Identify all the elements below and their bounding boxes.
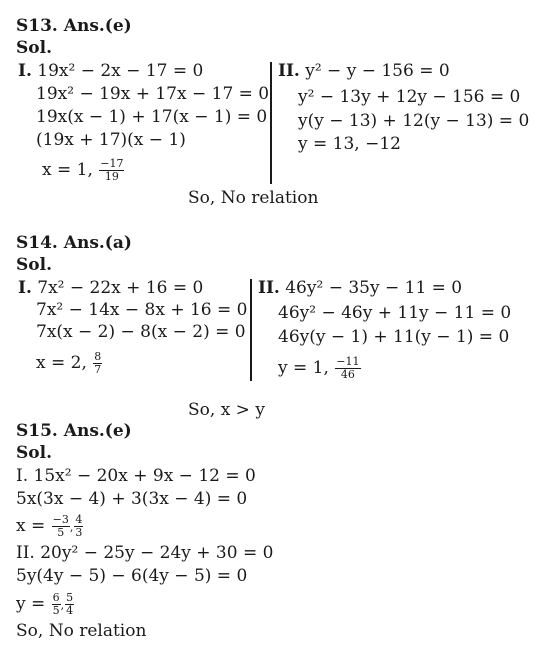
s14-eq2-step: 46y(y − 1) + 11(y − 1) = 0 [278, 327, 510, 347]
s14-x-fraction [93, 351, 102, 376]
s15-y-prefix: y = [16, 594, 46, 614]
s15-y-fraction [52, 592, 61, 617]
s15-y-fraction [65, 592, 74, 617]
s14-divider [250, 279, 252, 381]
s14-eq1-step: 7x² − 14x − 8x + 16 = 0 [36, 300, 248, 320]
s15-y-result: y = $\frac{6}{5}$ , $\frac{5}{4}$ [16, 591, 74, 617]
s13-eq2-step: y² − y − 156 = 0 [305, 61, 450, 81]
fraction-denominator: 5 [57, 526, 65, 539]
fraction-denominator: 5 [52, 604, 60, 617]
s15-eq2-step: 5y(4y − 5) − 6(4y − 5) = 0 [16, 566, 248, 586]
s15-eq1-step: I. 15x² − 20x + 9x − 12 = 0 [16, 466, 256, 486]
s14-x-prefix: x = 2, [36, 353, 87, 373]
s15-conclusion: So, No relation [16, 621, 147, 641]
fraction-numerator: −11 [336, 355, 360, 368]
s14-y-prefix: y = 1, [278, 358, 329, 378]
s14-y-fraction [335, 356, 360, 381]
s14-eq2-result [278, 356, 361, 381]
s13-eq1-step: 19x² − 2x − 17 = 0 [37, 61, 204, 81]
s13-eq2-label: II. [278, 61, 300, 81]
fraction-denominator: 3 [75, 526, 83, 539]
s14-eq1-line [18, 278, 203, 298]
s15-x-prefix: x = [16, 516, 46, 536]
s13-eq1-step: 19x² − 19x + 17x − 17 = 0 [36, 84, 270, 104]
s14-eq1-step: 7x(x − 2) − 8(x − 2) = 0 [36, 322, 246, 342]
s13-eq2-step: y(y − 13) + 12(y − 13) = 0 [298, 111, 530, 131]
s15-x-fraction [74, 514, 83, 539]
fraction-numerator: 4 [75, 513, 83, 526]
s15-heading: S15. Ans.(e) [16, 421, 132, 441]
s13-eq1-label: I. [18, 61, 32, 81]
fraction-numerator: −3 [52, 513, 69, 526]
s14-sol-label: Sol. [16, 255, 52, 275]
fraction-numerator: 5 [66, 591, 74, 604]
fraction-denominator: 4 [66, 604, 74, 617]
s13-divider [270, 62, 272, 184]
s13-x-prefix: x = 1, [42, 160, 93, 180]
s14-eq1-result [36, 351, 102, 376]
fraction-numerator: −17 [100, 157, 124, 170]
s14-heading: S14. Ans.(a) [16, 233, 132, 253]
s15-x-fraction [52, 514, 70, 539]
fraction-denominator: 7 [94, 363, 102, 376]
s13-x-fraction [99, 158, 124, 183]
fraction-denominator: 19 [104, 170, 119, 183]
s14-eq2-line [258, 278, 462, 298]
s13-eq1-result [42, 158, 124, 183]
s15-eq2-step: II. 20y² − 25y − 24y + 30 = 0 [16, 543, 274, 563]
s13-eq2-line [278, 61, 450, 81]
s15-sol-label: Sol. [16, 443, 52, 463]
s14-eq2-step: 46y² − 46y + 11y − 11 = 0 [278, 303, 512, 323]
s13-conclusion: So, No relation [188, 188, 319, 208]
s13-heading: S13. Ans.(e) [16, 16, 132, 36]
s14-eq2-label: II. [258, 278, 280, 298]
s14-conclusion: So, x > y [188, 400, 265, 420]
fraction-numerator: 8 [94, 350, 102, 363]
s15-eq1-step: 5x(3x − 4) + 3(3x − 4) = 0 [16, 489, 248, 509]
s14-eq1-step: 7x² − 22x + 16 = 0 [37, 278, 204, 298]
s13-eq2-step: y² − 13y + 12y − 156 = 0 [298, 87, 521, 107]
s13-eq1-line [18, 61, 203, 81]
fraction-numerator: 6 [52, 591, 60, 604]
s13-sol-label: Sol. [16, 38, 52, 58]
s14-eq1-label: I. [18, 278, 32, 298]
s13-eq1-step: (19x + 17)(x − 1) [36, 130, 186, 150]
s13-eq2-step: y = 13, −12 [298, 134, 401, 154]
fraction-denominator: 46 [340, 368, 355, 381]
s14-eq2-step: 46y² − 35y − 11 = 0 [285, 278, 463, 298]
s15-x-result: x = $\frac{-3}{5}$ , $\frac{4}{3}$ [16, 513, 83, 539]
s13-eq1-step: 19x(x − 1) + 17(x − 1) = 0 [36, 107, 268, 127]
